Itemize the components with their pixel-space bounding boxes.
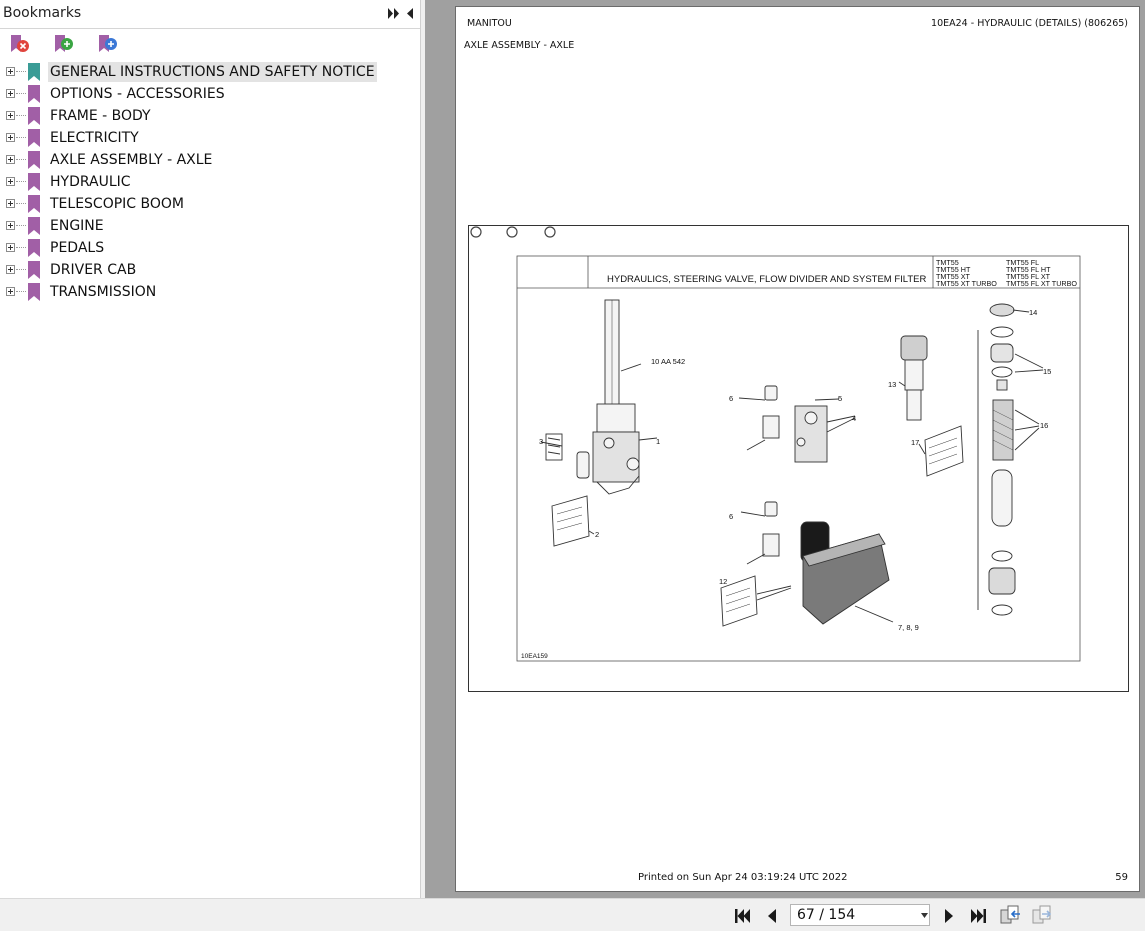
exploded-view-drawing bbox=[469, 226, 1128, 691]
expand-icon[interactable] bbox=[6, 67, 15, 76]
bookmark-item[interactable] bbox=[0, 281, 420, 303]
bookmarks-panel-title: Bookmarks bbox=[3, 5, 82, 21]
figure-title: HYDRAULICS, STEERING VALVE, FLOW DIVIDER AND SYSTEM FILTER bbox=[607, 274, 927, 285]
bookmark-label: DRIVER CAB bbox=[50, 262, 137, 278]
expand-icon[interactable] bbox=[6, 89, 15, 98]
navigate-forward-icon[interactable] bbox=[1032, 905, 1054, 925]
expand-icon[interactable] bbox=[6, 199, 15, 208]
bookmark-icon bbox=[27, 63, 41, 81]
callout-label: 5 bbox=[838, 394, 843, 403]
callout-label: 7, 8, 9 bbox=[898, 623, 919, 632]
bookmark-item[interactable] bbox=[0, 215, 420, 237]
model-label: TMT55 bbox=[936, 258, 959, 267]
bookmarks-panel bbox=[0, 0, 421, 898]
bookmark-label: TELESCOPIC BOOM bbox=[50, 196, 184, 212]
bookmarks-panel-header bbox=[0, 0, 420, 29]
punch-hole bbox=[507, 227, 517, 237]
page-selector[interactable] bbox=[790, 904, 930, 926]
bookmark-item[interactable] bbox=[0, 259, 420, 281]
collapse-panel-icon[interactable] bbox=[388, 8, 400, 19]
expand-icon[interactable] bbox=[6, 177, 15, 186]
page-section-title: AXLE ASSEMBLY - AXLE bbox=[464, 40, 575, 51]
bookmark-item[interactable] bbox=[0, 61, 420, 83]
punch-hole bbox=[471, 227, 481, 237]
bookmarks-toolbar bbox=[0, 30, 420, 58]
bookmark-label: PEDALS bbox=[50, 240, 105, 256]
model-label: TMT55 FL XT TURBO bbox=[1006, 279, 1077, 288]
bookmark-item[interactable] bbox=[0, 149, 420, 171]
callout-label: 2 bbox=[595, 530, 600, 539]
bookmark-label: GENERAL INSTRUCTIONS AND SAFETY NOTICE bbox=[50, 64, 375, 80]
model-label: TMT55 FL HT bbox=[1006, 265, 1051, 274]
hide-panel-icon[interactable] bbox=[406, 8, 414, 19]
last-page-icon[interactable] bbox=[970, 907, 988, 925]
add-child-bookmark-icon[interactable] bbox=[96, 33, 120, 55]
model-label: TMT55 FL bbox=[1006, 258, 1040, 267]
bookmark-item[interactable] bbox=[0, 171, 420, 193]
navigation-bar bbox=[0, 898, 1145, 931]
model-label: TMT55 HT bbox=[936, 265, 971, 274]
bookmarks-tree bbox=[0, 61, 420, 303]
expand-icon[interactable] bbox=[6, 133, 15, 142]
page-number: 59 bbox=[1115, 872, 1128, 883]
bookmark-label: ELECTRICITY bbox=[50, 130, 139, 146]
model-label: TMT55 FL XT bbox=[1006, 272, 1051, 281]
callout-label: 6 bbox=[729, 512, 734, 521]
bookmark-icon bbox=[27, 239, 41, 257]
bookmark-icon bbox=[27, 173, 41, 191]
callout-label: 17 bbox=[911, 438, 920, 447]
figure-ref-code: 10EA159 bbox=[521, 653, 548, 660]
print-date: Printed on Sun Apr 24 03:19:24 UTC 2022 bbox=[638, 872, 848, 883]
add-bookmark-icon[interactable] bbox=[52, 33, 76, 55]
callout-label: 6 bbox=[729, 394, 734, 403]
bookmark-item[interactable] bbox=[0, 105, 420, 127]
callout-label: 10 AA 542 bbox=[651, 357, 686, 366]
bookmark-icon bbox=[27, 85, 41, 103]
callout-label: 4 bbox=[852, 414, 857, 423]
previous-page-icon[interactable] bbox=[763, 907, 781, 925]
first-page-icon[interactable] bbox=[733, 907, 751, 925]
filter-stack-drawing bbox=[978, 304, 1043, 615]
bookmark-icon bbox=[27, 107, 41, 125]
bookmark-icon bbox=[27, 129, 41, 147]
bookmark-item[interactable] bbox=[0, 193, 420, 215]
bookmark-icon bbox=[27, 195, 41, 213]
expand-icon[interactable] bbox=[6, 111, 15, 120]
callout-label: 13 bbox=[888, 380, 897, 389]
bookmark-label: TRANSMISSION bbox=[50, 284, 157, 300]
next-page-icon[interactable] bbox=[940, 907, 958, 925]
bookmark-icon bbox=[27, 283, 41, 301]
callout-label: 1 bbox=[656, 437, 661, 446]
bookmark-label: AXLE ASSEMBLY - AXLE bbox=[50, 152, 213, 168]
bookmark-label: OPTIONS - ACCESSORIES bbox=[50, 86, 225, 102]
bookmark-icon bbox=[27, 217, 41, 235]
expand-icon[interactable] bbox=[6, 221, 15, 230]
callout-label: 14 bbox=[1029, 308, 1038, 317]
valve-block-drawing bbox=[721, 502, 893, 626]
callout-label: 12 bbox=[719, 577, 728, 586]
bookmark-item[interactable] bbox=[0, 83, 420, 105]
bookmark-label: HYDRAULIC bbox=[50, 174, 131, 190]
bookmark-item[interactable] bbox=[0, 127, 420, 149]
chevron-down-icon[interactable] bbox=[921, 913, 928, 918]
filter-head-drawing bbox=[899, 336, 963, 476]
remove-bookmark-icon[interactable] bbox=[8, 33, 32, 55]
bookmark-icon bbox=[27, 151, 41, 169]
bookmark-label: ENGINE bbox=[50, 218, 104, 234]
steering-valve-drawing bbox=[541, 300, 657, 546]
page-header-right: 10EA24 - HYDRAULIC (DETAILS) (806265) bbox=[931, 18, 1128, 29]
expand-icon[interactable] bbox=[6, 155, 15, 164]
expand-icon[interactable] bbox=[6, 287, 15, 296]
bookmark-item[interactable] bbox=[0, 237, 420, 259]
bookmark-label: FRAME - BODY bbox=[50, 108, 151, 124]
document-viewer[interactable] bbox=[425, 0, 1145, 898]
page-header-left: MANITOU bbox=[467, 18, 512, 29]
expand-icon[interactable] bbox=[6, 243, 15, 252]
document-page bbox=[455, 6, 1140, 892]
callout-label: 3 bbox=[539, 437, 544, 446]
parts-diagram bbox=[468, 225, 1129, 692]
punch-hole bbox=[545, 227, 555, 237]
callout-label: 15 bbox=[1043, 367, 1052, 376]
page-selector-value: 67 / 154 bbox=[797, 907, 856, 923]
callout-label: 16 bbox=[1040, 421, 1049, 430]
model-label: TMT55 XT bbox=[936, 272, 970, 281]
expand-icon[interactable] bbox=[6, 265, 15, 274]
model-label: TMT55 XT TURBO bbox=[936, 279, 997, 288]
bookmark-icon bbox=[27, 261, 41, 279]
navigate-back-icon[interactable] bbox=[1000, 905, 1022, 925]
